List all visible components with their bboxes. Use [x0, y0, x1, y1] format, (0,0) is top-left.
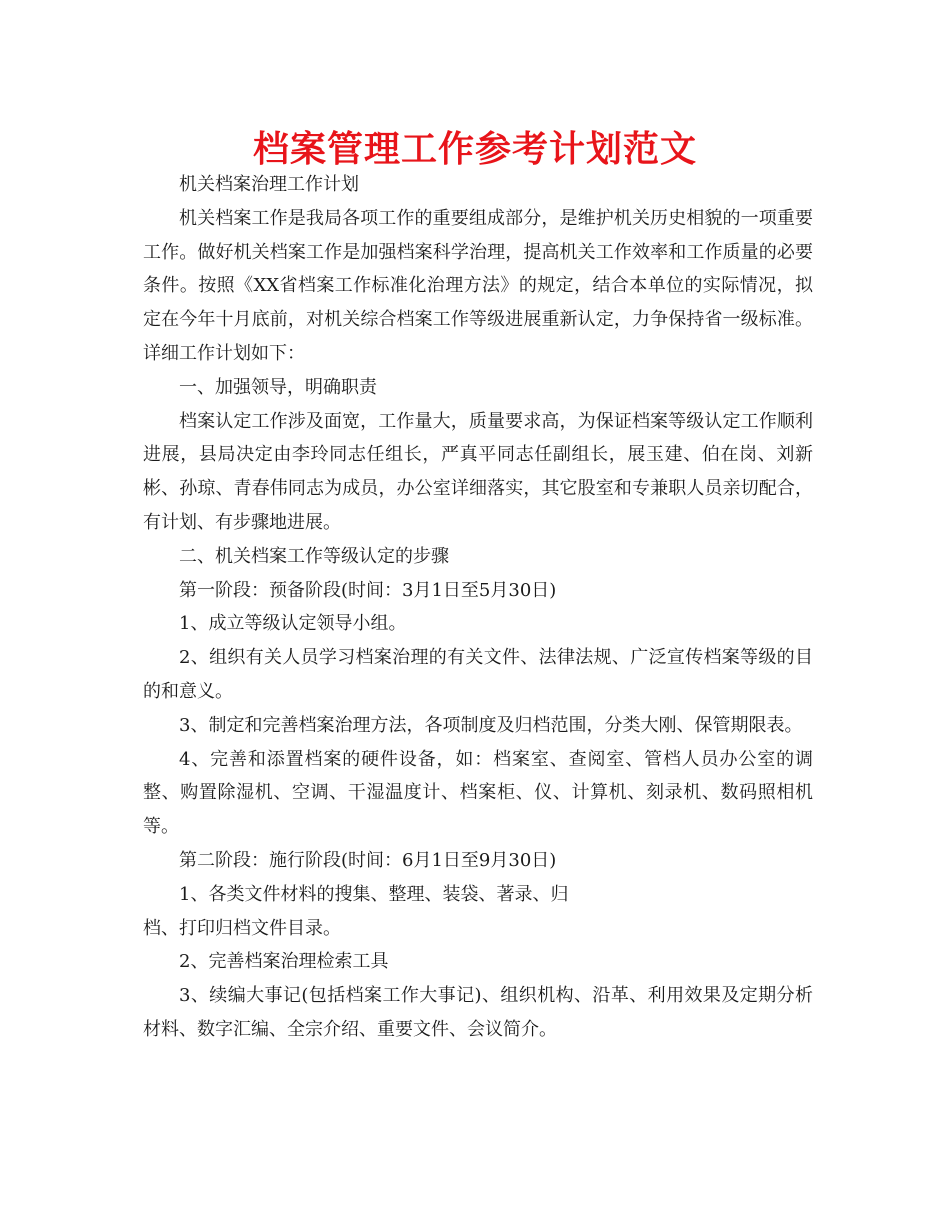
stage-1-item-3: 3、制定和完善档案治理方法，各项制度及归档范围，分类大刚、保管期限表。: [179, 714, 803, 736]
stage-1-heading: 第一阶段：预备阶段(时间：3月1日至5月30日): [179, 579, 557, 601]
stage-2-heading: 第二阶段：施行阶段(时间：6月1日至9月30日): [179, 849, 557, 871]
document-title: 档案管理工作参考计划范文: [252, 129, 697, 170]
stage-2-item-3: 3、续编大事记(包括档案工作大事记)、组织机构、沿革、利用效果及定期分析材料、数字汇编、全宗介绍、重要文件、会议简介。: [143, 985, 813, 1040]
stage-2-item-2: 2、完善档案治理检索工具: [179, 951, 389, 973]
paragraph-leadership: 档案认定工作涉及面宽，工作量大，质量要求高，为保证档案等级认定工作顺利进展，县局决定由李玲同志任组长，严真平同志任副组长，展玉建、伯在岗、刘新彬、孙琼、青春伟同志为成员，办公室详细落实，其它股室和专兼职人员亲切配合，有计划、有步骤地进展。: [143, 410, 813, 533]
stage-1-item-2: 2、组织有关人员学习档案治理的有关文件、法律法规、广泛宣传档案等级的目的和意义。: [143, 647, 813, 702]
document-body: [143, 168, 813, 1047]
paragraph-intro: 机关档案工作是我局各项工作的重要组成部分，是维护机关历史相貌的一项重要工作。做好机关档案工作是加强档案科学治理，提高机关工作效率和工作质量的必要条件。按照《XX省档案工作标准化治理方法》的规定，结合本单位的实际情况，拟定在今年十月底前，对机关综合档案工作等级进展重新认定，力争保持省一级标准。详细工作计划如下：: [143, 207, 813, 364]
stage-2-item-1: 1、各类文件材料的搜集、整理、装袋、著录、归: [179, 883, 569, 905]
stage-2-item-1-continued: 档、打印归档文件目录。: [143, 917, 341, 939]
stage-1-item-4: 4、完善和添置档案的硬件设备，如：档案室、查阅室、管档人员办公室的调整、购置除湿机、空调、干湿温度计、档案柜、仪、计算机、刻录机、数码照相机等。: [143, 748, 813, 838]
paragraph-subtitle: 机关档案治理工作计划: [179, 174, 359, 195]
section-heading-2: 二、机关档案工作等级认定的步骤: [179, 545, 449, 567]
stage-1-item-1: 1、成立等级认定领导小组。: [179, 613, 407, 635]
section-heading-1: 一、加强领导，明确职责: [179, 376, 377, 398]
